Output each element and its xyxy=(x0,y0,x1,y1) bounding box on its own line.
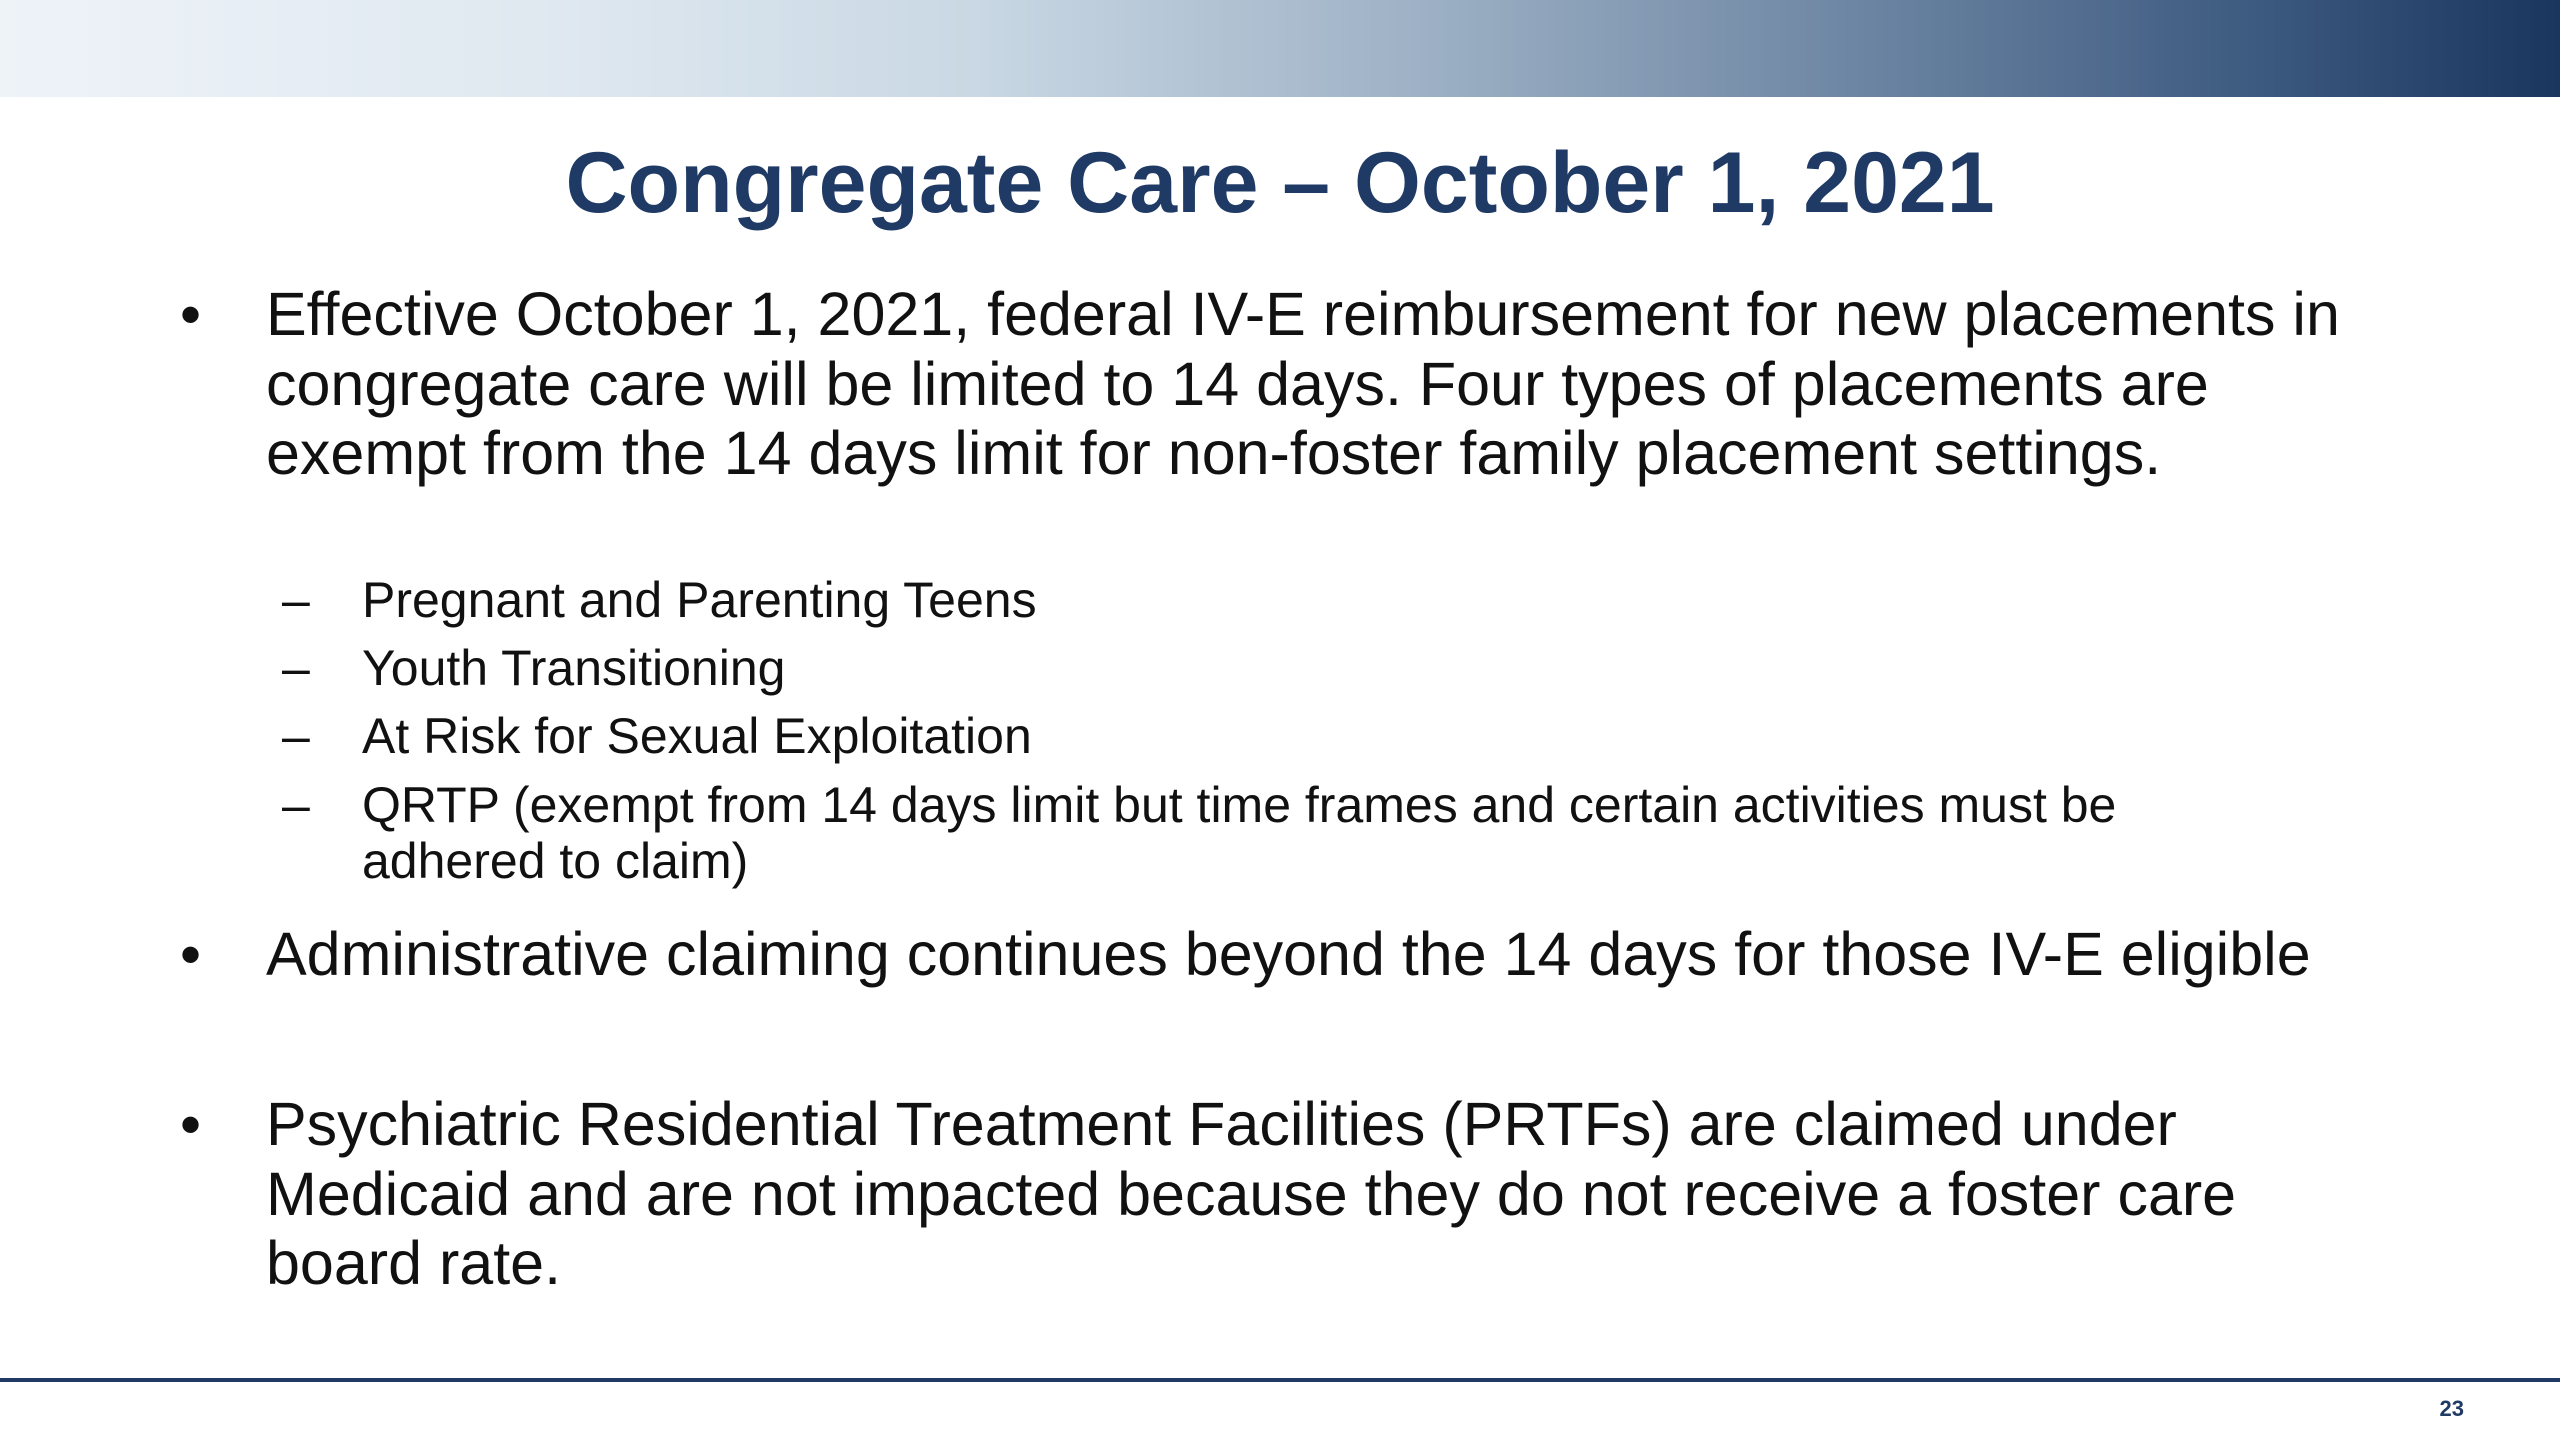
page-number: 23 xyxy=(2439,1396,2464,1421)
dash-icon: – xyxy=(282,708,310,764)
dash-icon: – xyxy=(282,640,310,696)
sub-bullet-text: Pregnant and Parenting Teens xyxy=(362,572,1037,628)
dash-icon: – xyxy=(282,572,310,628)
sub-bullet-text: At Risk for Sexual Exploitation xyxy=(362,708,1032,764)
footer-rule xyxy=(0,1378,2560,1382)
bullet-dot-icon: • xyxy=(180,1091,202,1158)
bullet-dot-icon: • xyxy=(180,921,202,988)
dash-icon: – xyxy=(282,777,310,833)
sub-bullet-text: QRTP (exempt from 14 days limit but time frames and certain activities must be adhered to claim) xyxy=(362,777,2117,889)
header-gradient-band xyxy=(0,0,2560,97)
bullet-text: Effective October 1, 2021, federal IV-E reimbursement for new placements in congregate care will be limited to 14 days. Four types of placements are exempt from the 14 days limit for non-foster family placement settings. xyxy=(266,280,2340,487)
bullet-text: Psychiatric Residential Treatment Facilities (PRTFs) are claimed under Medicaid and are not impacted because they do not receive a foster care board rate. xyxy=(266,1090,2237,1297)
bullet-dot-icon: • xyxy=(180,281,202,348)
bullet-text: Administrative claiming continues beyond the 14 days for those IV-E eligible xyxy=(266,920,2311,988)
sub-bullet-text: Youth Transitioning xyxy=(362,640,786,696)
slide-title: Congregate Care – October 1, 2021 xyxy=(565,135,1995,231)
